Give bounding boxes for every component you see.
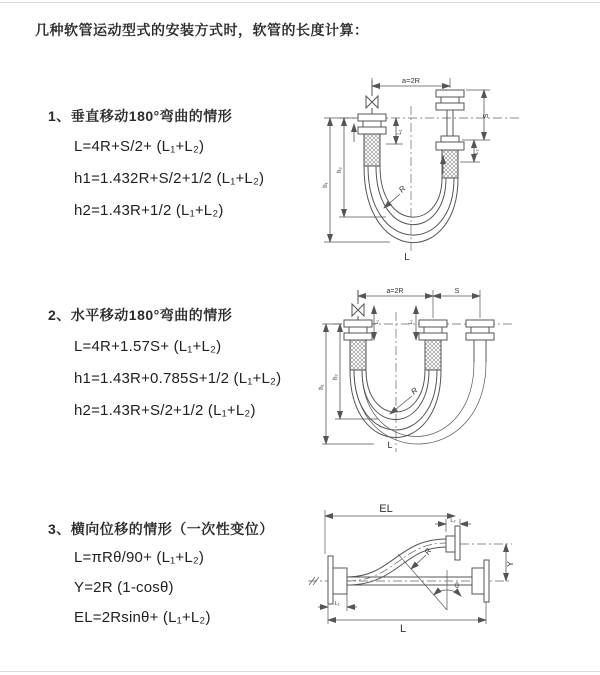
d1-dim-s-label: S [483, 113, 490, 119]
d1-left-fitting [358, 114, 386, 166]
d2-dim-l1 [374, 306, 380, 340]
d3-dim-y-label: Y [505, 561, 515, 567]
d1-right-fitting [436, 90, 464, 178]
d3-angle-construction [398, 554, 461, 610]
d3-dim-el-label: EL [379, 503, 393, 515]
d3-dim-el [325, 503, 455, 557]
d2-dim-h2-label: h₂ [333, 374, 339, 380]
section1-heading: 1、垂直移动180°弯曲的情形 [48, 108, 233, 124]
d2-u-bend-position1 [350, 370, 441, 438]
d2-dim-h1-label: h₁ [319, 384, 325, 390]
d2-dim-l2-label: L₂ [408, 319, 414, 325]
scan-edge-top [0, 2, 600, 3]
d3-length-label: L [399, 623, 407, 635]
d1-dim-l1-label: L₁ [397, 129, 403, 135]
d1-radius-leader [384, 184, 408, 208]
d2-left-fitting [344, 320, 372, 370]
d3-right-flange [472, 560, 489, 602]
section2-heading: 2、水平移动180°弯曲的情形 [48, 307, 233, 323]
section3-formula-L: L=πRθ/90+ (L₁+L₂) [74, 549, 205, 566]
section1-formula-h1: h1=1.432R+S/2+1/2 (L₁+L₂) [74, 170, 265, 187]
section2-formula-L: L=4R+1.57S+ (L₁+L₂) [74, 338, 222, 355]
section2-formula-h1: h1=1.43R+0.785S+1/2 (L₁+L₂) [74, 370, 282, 387]
section3-formula-EL: EL=2Rsinθ+ (L₁+L₂) [74, 609, 211, 626]
d3-dim-l2-label: L₂ [450, 518, 456, 524]
d1-length-label: L [404, 252, 410, 263]
d3-dim-y [505, 544, 515, 581]
section3-heading: 3、横向位移的情形（一次性变位） [48, 521, 274, 537]
scan-edge-bottom [0, 671, 600, 672]
d2-dim-width-label: a=2R [386, 288, 404, 295]
d2-dim-l2 [408, 306, 416, 340]
d2-length-label: L [387, 440, 393, 450]
d3-dim-l2 [435, 518, 471, 532]
d1-dim-l2-label: L₂ [474, 149, 480, 155]
d3-dim-l1 [318, 592, 357, 611]
d3-left-flange [328, 556, 347, 604]
d3-upper-flange [446, 526, 460, 560]
d2-u-bend-position2 [354, 362, 486, 444]
d2-middle-fitting [419, 320, 447, 370]
d1-valve-icon [366, 80, 378, 114]
d1-dim-width-label: a=2R [401, 76, 421, 85]
diagram-lateral-displacement [300, 498, 600, 646]
d3-radius-label: R [422, 546, 434, 557]
section1-formula-h2: h2=1.43R+1/2 (L₁+L₂) [74, 202, 224, 219]
d3-s-curve-hose [347, 539, 446, 585]
section2-formula-h2: h2=1.43R+S/2+1/2 (L₁+L₂) [74, 402, 256, 419]
d1-dim-h1-label: h₁ [323, 182, 329, 188]
diagram-horizontal-180-bend [308, 282, 600, 467]
diagram-vertical-180-bend [310, 70, 600, 265]
d1-dim-l1 [386, 118, 403, 144]
d1-radius-label: R [397, 184, 408, 195]
section3-formula-Y: Y=2R (1-cosθ) [74, 579, 174, 596]
d3-dim-l1-label: L₁ [334, 601, 340, 607]
d3-angle-label: θ [455, 583, 459, 590]
d1-dim-s [462, 90, 490, 140]
d2-valve-icon [352, 290, 364, 320]
section1-formula-L: L=4R+S/2+ (L₁+L₂) [74, 138, 205, 155]
d3-radius-leader [411, 546, 433, 569]
d2-radius-label: R [409, 385, 420, 397]
d2-dim-l1-label: L₁ [374, 319, 380, 325]
d2-dim-width [358, 288, 480, 318]
d2-dim-travel-label: S [454, 288, 460, 295]
d1-dim-h2-label: h₂ [337, 167, 343, 173]
page-title: 几种软管运动型式的安装方式时，软管的长度计算： [35, 22, 369, 38]
d2-right-fitting [466, 320, 494, 362]
